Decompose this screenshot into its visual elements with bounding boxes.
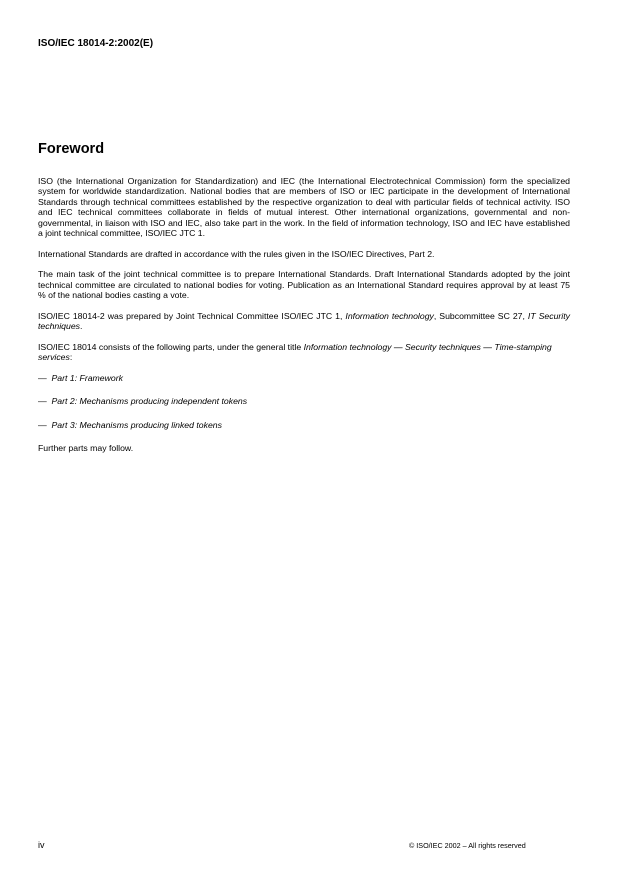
paragraph-prepared-by [38, 311, 570, 332]
paragraph-organizations: ISO (the International Organization for Standardization) and IEC (the International Electrotechnical Commission) form the specialized system for worldwide standardization. National bodies that are members of ISO or IEC participate in the development of International Standards through technical committees established by the respective organization to deal with particular fields of technical activity. ISO and IEC technical committees collaborate in fields of mutual interest. Other international organizations, governmental and non-governmental, in liaison with ISO and IEC, also take part in the work. In the field of information technology, ISO and IEC have established a joint technical committee, ISO/IEC JTC 1. [38, 176, 570, 239]
page-number: iv [38, 840, 45, 850]
part-label: Part 3: Mechanisms producing linked tokens [51, 419, 222, 430]
italic-title-run: Information technology [345, 310, 434, 321]
italic-title-run: Information technology — Security techniques — Time-stamping services [38, 341, 552, 363]
paragraph-parts-intro [38, 342, 570, 363]
italic-title-run: IT Security techniques [38, 310, 570, 332]
text-run: : [69, 352, 73, 363]
copyright-notice: © ISO/IEC 2002 – All rights reserved [409, 841, 526, 850]
list-item [38, 373, 570, 383]
list-item [38, 396, 570, 406]
text-run: , Subcommittee SC 27, [433, 310, 528, 321]
dash-marker: — [38, 372, 47, 383]
document-id: ISO/IEC 18014-2:2002(E) [38, 38, 154, 49]
part-label: Part 2: Mechanisms producing independent tokens [51, 396, 248, 407]
paragraph-further-parts: Further parts may follow. [38, 443, 134, 454]
part-label: Part 1: Framework [51, 372, 123, 383]
list-item [38, 420, 570, 430]
page-title: Foreword [38, 141, 105, 157]
foreword-body [38, 176, 570, 464]
text-run: . [80, 321, 83, 332]
dash-marker: — [38, 396, 47, 407]
paragraph-directives: International Standards are drafted in accordance with the rules given in the ISO/IEC Directives, Part 2. [38, 248, 435, 259]
text-run: ISO/IEC 18014-2 was prepared by Joint Technical Committee ISO/IEC JTC 1, [38, 310, 346, 321]
text-run: ISO/IEC 18014 consists of the following parts, under the general title [38, 341, 304, 352]
dash-marker: — [38, 419, 47, 430]
paragraph-main-task: The main task of the joint technical committee is to prepare International Standards. Draft International Standards adopted by the joint technical committee are circulated to national bodies for voting. Publication as an International Standard requires approval by at least 75 % of the national bodies casting a vote. [38, 269, 570, 301]
